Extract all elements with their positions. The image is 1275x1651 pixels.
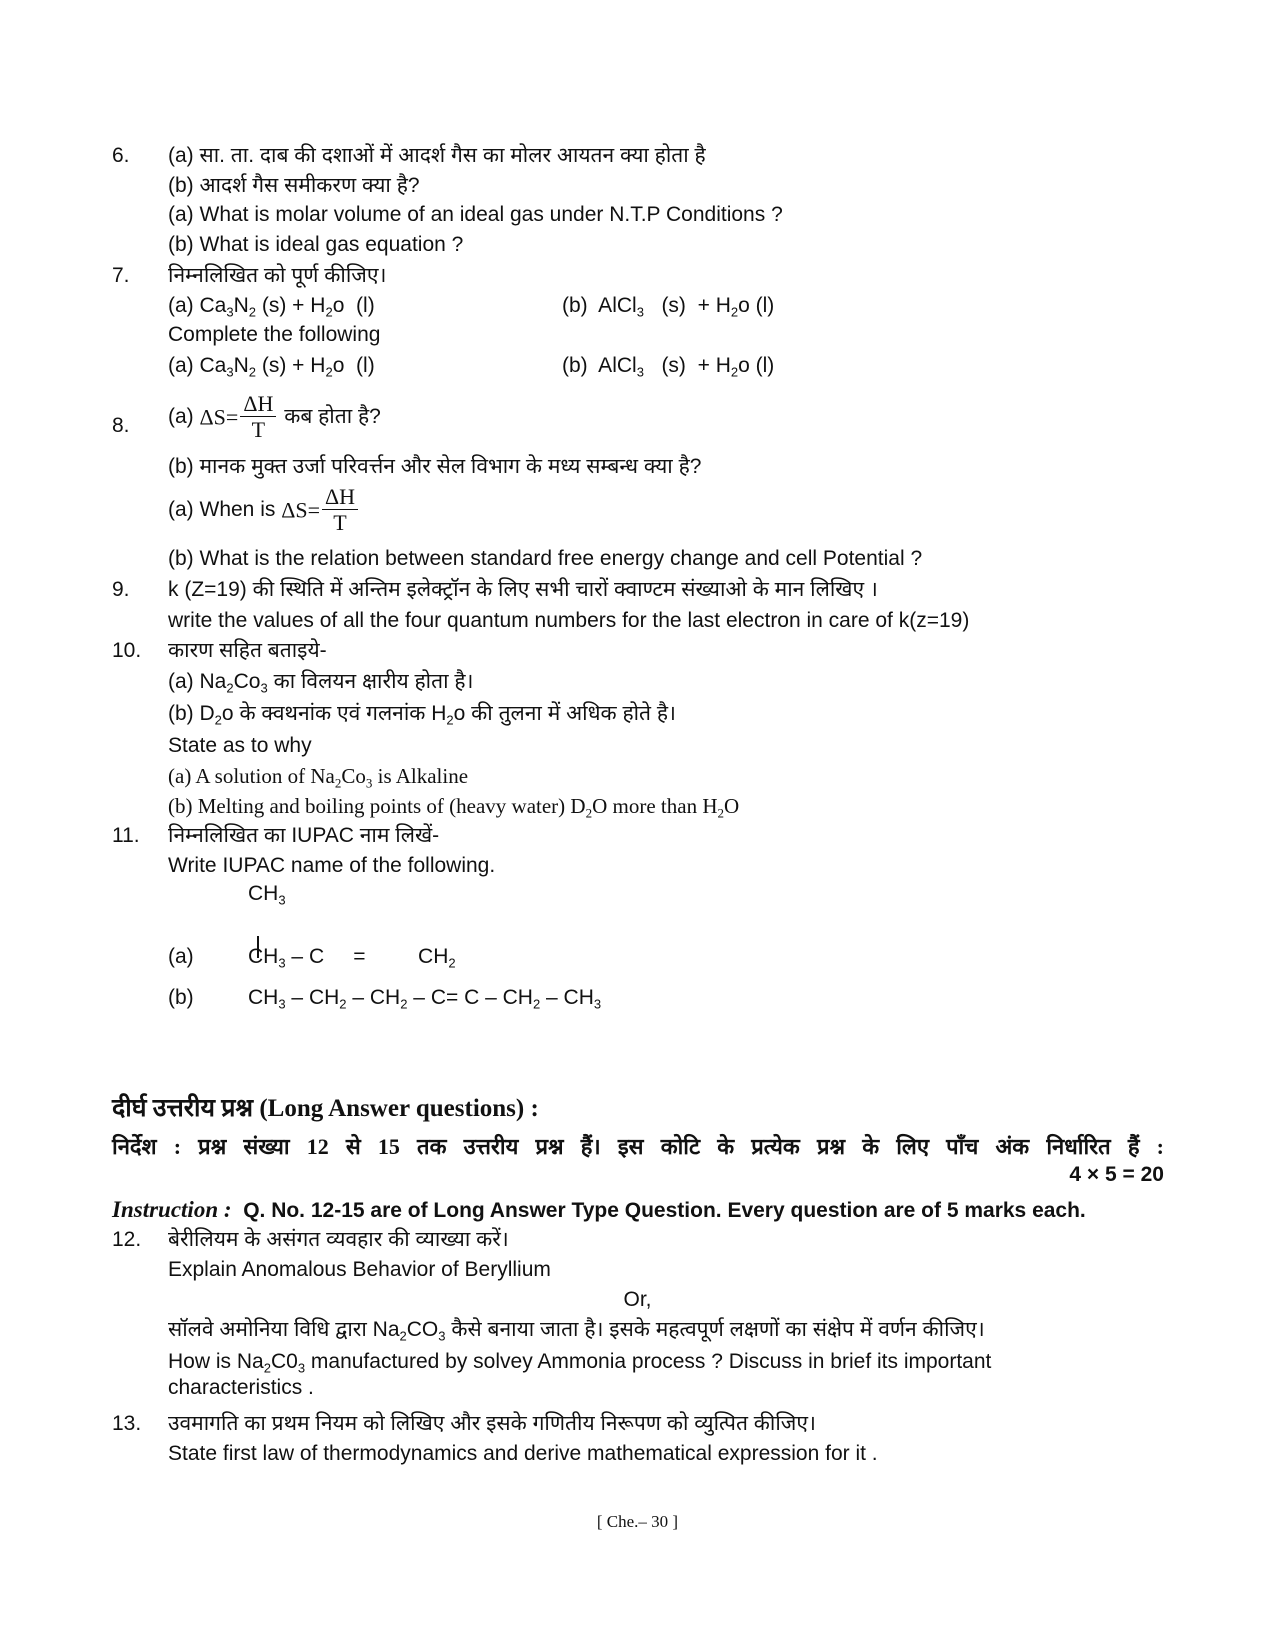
q12-or-separator: Or, xyxy=(623,1288,652,1311)
q6-b-hindi: (b) आदर्श गैस समीकरण क्या है? xyxy=(168,174,420,197)
q6-number: 6. xyxy=(112,144,130,167)
q10-number: 10. xyxy=(112,639,142,662)
q7-hindi: निम्नलिखित को पूर्ण कीजिए। xyxy=(168,264,387,287)
section-heading: दीर्घ उत्तरीय प्रश्न (Long Answer questions) : xyxy=(112,1095,539,1122)
q7-eq-a-hindi: (a) $Ca_3N_2$ $(s) + H_2o$ (l) xyxy=(168,294,375,320)
q7-english: Complete the following xyxy=(168,323,381,346)
q7-eq-b-hindi: (b) AlCl$_3$ $(s) + H_2o$ (l) xyxy=(562,294,775,320)
q8-b-hindi: (b) मानक मुक्त उर्जा परिवर्त्तन और सेल विभाग के मध्य सम्बन्ध क्या है? xyxy=(168,455,702,478)
structure-a-label: (a) xyxy=(168,945,194,968)
q6-a-english: (a) What is molar volume of an ideal gas under N.T.P Conditions ? xyxy=(168,203,783,226)
q8-b-english: (b) What is the relation between standard free energy change and cell Potential ? xyxy=(168,547,923,570)
q9-number: 9. xyxy=(112,578,130,601)
q9-hindi: k (Z=19) की स्थिति में अन्तिम इलेक्ट्रॉन के लिए सभी चारों क्वाण्टम संख्याओ के मान लिखिए । xyxy=(168,578,878,601)
q11-hindi: निम्नलिखित का IUPAC नाम लिखें- xyxy=(168,824,440,847)
q6-b-english: (b) What is ideal gas equation ? xyxy=(168,233,464,256)
q13-english: State first law of thermodynamics and derive mathematical expression for it . xyxy=(168,1442,878,1465)
q8-a-hindi: (a) ΔS= $\frac{\Delta H}{T}$ कब होता है? xyxy=(168,391,381,443)
q12-hindi: बेरीलियम के असंगत व्यवहार की व्याख्या करें। xyxy=(168,1228,509,1251)
q10-english: State as to why xyxy=(168,734,312,757)
q12-english: Explain Anomalous Behavior of Beryllium xyxy=(168,1258,551,1281)
section-marks: 4 × 5 = 20 xyxy=(1069,1163,1164,1186)
delta-s-symbol: ΔS= xyxy=(281,497,320,523)
structure-b-label: (b) xyxy=(168,986,194,1009)
q7-eq-b-english: (b) AlCl$_3$ $(s) + H_2o$ (l) xyxy=(562,354,775,380)
q12-alt-english-line2: characteristics . xyxy=(168,1376,314,1399)
structure-b-chain: $CH_3 - CH_2 - CH_2 - C= C - CH_2 - CH_3$ xyxy=(248,986,602,1012)
q10-hindi: कारण सहित बताइये- xyxy=(168,639,327,662)
q11-english: Write IUPAC name of the following. xyxy=(168,854,496,877)
fraction-dh-over-t: $\frac{\Delta H}{T}$ xyxy=(240,392,276,442)
q9-english: write the values of all the four quantum numbers for the last electron in care of k(z=19) xyxy=(168,609,970,632)
section-instruction: Instruction : Q. No. 12-15 are of Long Answer Type Question. Every question are of 5 marks each. xyxy=(112,1197,1086,1222)
structure-a-methyl-branch: $CH_3$ xyxy=(248,882,286,908)
fraction-dh-over-t: $\frac{\Delta H}{T}$ xyxy=(322,485,358,535)
section-direction-hindi: निर्देश : प्रश्न संख्या 12 से 15 तक उत्तरीय प्रश्न हैं। इस कोटि के प्रत्येक प्रश्न के लिए पाँच अंक निर्धारित हैं : xyxy=(112,1134,1164,1159)
delta-s-symbol: ΔS= xyxy=(199,404,239,430)
page-footer: [ Che.– 30 ] xyxy=(596,1512,679,1531)
q13-hindi: उवमागति का प्रथम नियम को लिखिए और इसके गणितीय निरूपण को व्युत्पित कीजिए। xyxy=(168,1412,816,1435)
q10-b-english: (b) Melting and boiling points of (heavy water) $D_2O$ more than $H_2O$ xyxy=(168,794,740,821)
q8-a-english: (a) When is ΔS= $\frac{\Delta H}{T}$ xyxy=(168,485,360,535)
q7-number: 7. xyxy=(112,264,130,287)
q11-number: 11. xyxy=(112,824,140,847)
q7-eq-a-english: (a) $Ca_3N_2$ $(s) + H_2o$ (l) xyxy=(168,354,375,380)
q8-number: 8. xyxy=(112,414,130,437)
q10-a-hindi: (a) $Na_2Co_3$ का विलयन क्षारीय होता है। xyxy=(168,670,474,696)
q12-alt-hindi: सॉलवे अमोनिया विधि द्वारा $Na_2CO_3$ कैसे बनाया जाता है। इसके महत्वपूर्ण लक्षणों का संक्षेप में वर्णन कीजिए। xyxy=(168,1318,985,1344)
q6-a-hindi: (a) सा. ता. दाब की दशाओं में आदर्श गैस का मोलर आयतन क्या होता है xyxy=(168,144,706,167)
q13-number: 13. xyxy=(112,1412,142,1435)
structure-a-chain: $CH_3$ – C = $CH_2$ xyxy=(248,945,456,971)
q12-number: 12. xyxy=(112,1228,142,1251)
q10-b-hindi: (b) $D_2o$ के क्वथनांक एवं गलनांक $H_2o$ की तुलना में अधिक होते है। xyxy=(168,702,676,728)
q12-alt-english: How is $Na_2C0_3$ manufactured by solvey Ammonia process ? Discuss in brief its important xyxy=(168,1350,992,1376)
q10-a-english: (a) A solution of $Na_2Co_3$ is Alkaline xyxy=(168,764,469,791)
